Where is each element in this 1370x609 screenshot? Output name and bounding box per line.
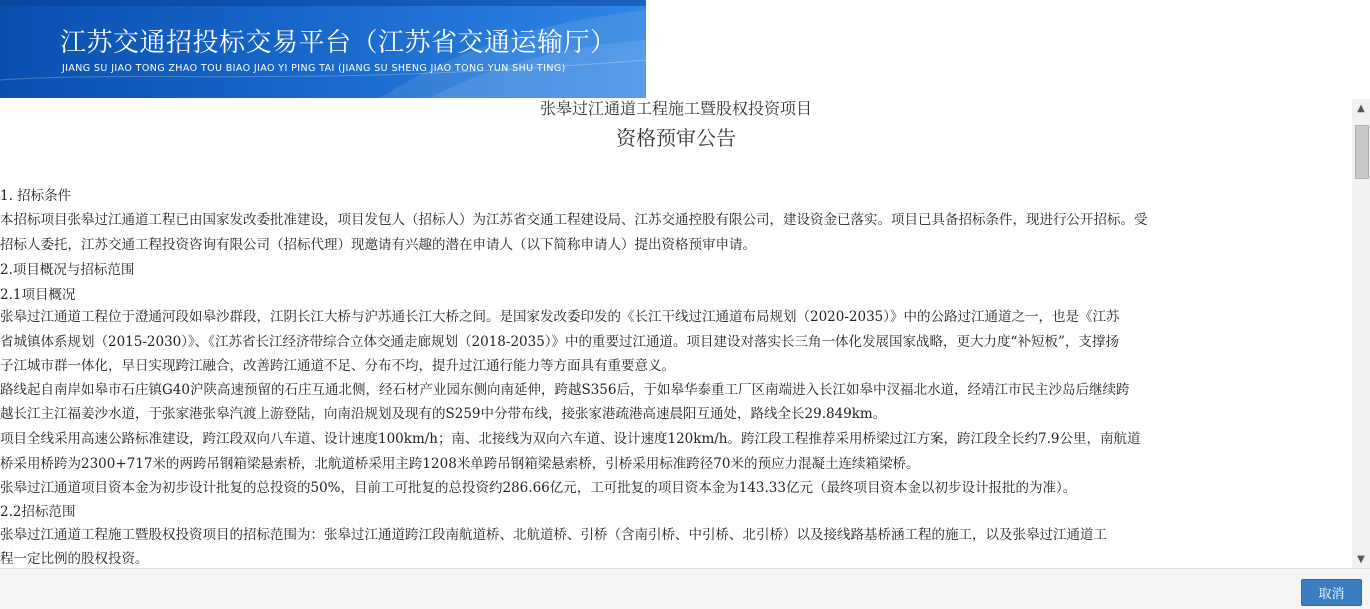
body-line: 子江城市群一体化，早日实现跨江融合，改善跨江通道不足、分布不均，提升过江通行能力等方面具有重要意义。 [0, 358, 675, 374]
body-line: 本招标项目张皋过江通道工程已由国家发改委批准建设，项目发包人（招标人）为江苏省交通工程建设局、江苏交通控股有限公司，建设资金已落实。项目已具备招标条件，现进行公开招标。受 [0, 212, 1148, 228]
body-line: 2.2招标范围 [0, 504, 76, 520]
platform-title: 江苏交通招投标交易平台（江苏省交通运输厅） [60, 28, 617, 58]
body-line: 桥采用桥跨为2300+717米的两跨吊钢箱梁悬索桥，北航道桥采用主跨1208米单跨吊钢箱梁悬索桥，引桥采用标准跨径70米的预应力混凝土连续箱梁桥。 [0, 456, 920, 472]
body-line: 张皋过江通道工程施工暨股权投资项目的招标范围为：张皋过江通道跨江段南航道桥、北航道桥、引桥（含南引桥、中引桥、北引桥）以及接线路基桥涵工程的施工，以及张皋过江通道工 [0, 527, 1107, 543]
project-title: 张皋过江通道工程施工暨股权投资项目 [539, 99, 812, 118]
body-line: 张皋过江通道工程位于澄通河段如皋沙群段，江阴长江大桥与沪苏通长江大桥之间。是国家发改委印发的《长江干线过江通道布局规划（2020-2035）》中的公路过江通道之一，也是《江苏 [0, 309, 1120, 325]
cancel-button[interactable]: 取消 [1301, 579, 1362, 606]
body-line: 1. 招标条件 [0, 188, 72, 204]
scrollbar-thumb[interactable] [1355, 125, 1369, 179]
platform-subtitle: JIANG SU JIAO TONG ZHAO TOU BIAO JIAO YI PING TAI (JIANG SU SHENG JIAO TONG YUN SHU TING) [62, 63, 566, 74]
body-line: 省城镇体系规划（2015-2030）》、《江苏省长江经济带综合立体交通走廊规划（2018-2035）》中的重要过江通道。项目建设对落实长三角一体化发展国家战略，更大力度“补短板”，支撑扬 [0, 334, 1119, 350]
notice-title: 资格预审公告 [616, 126, 736, 150]
vertical-scrollbar[interactable] [1352, 99, 1370, 568]
platform-banner [0, 0, 646, 98]
dialog-footer [0, 568, 1370, 609]
body-line: 2.项目概况与招标范围 [0, 262, 135, 278]
body-line: 项目全线采用高速公路标准建设，跨江段双向八车道、设计速度100km/h；南、北接线为双向六车道、设计速度120km/h。跨江段工程推荐采用桥梁过江方案，跨江段全长约7.9公里，南航道 [0, 431, 1141, 447]
scroll-down-arrow-icon[interactable]: ▼ [1357, 553, 1365, 565]
scroll-up-arrow-icon[interactable]: ▲ [1357, 102, 1365, 114]
body-line: 招标人委托，江苏交通工程投资咨询有限公司（招标代理）现邀请有兴趣的潜在申请人（以下简称申请人）提出资格预审申请。 [0, 237, 756, 253]
body-line: 张皋过江通道项目资本金为初步设计批复的总投资的50%，目前工可批复的总投资约286.66亿元，工可批复的项目资本金为143.33亿元（最终项目资本金以初步设计报批的为准）。 [0, 480, 1077, 496]
body-line: 程一定比例的股权投资。 [0, 551, 149, 567]
body-line: 2.1项目概况 [0, 287, 76, 303]
body-line: 路线起自南岸如皋市石庄镇G40沪陕高速预留的石庄互通北侧，经石材产业园东侧向南延伸，跨越S356后，于如皋华泰重工厂区南端进入长江如皋中汊福北水道，经靖江市民主沙岛后继续跨 [0, 382, 1130, 398]
body-line: 越长江主江福姜沙水道，于张家港张皋汽渡上游登陆，向南沿规划及现有的S259中分带布线，接张家港疏港高速晨阳互通处，路线全长29.849km。 [0, 406, 887, 422]
